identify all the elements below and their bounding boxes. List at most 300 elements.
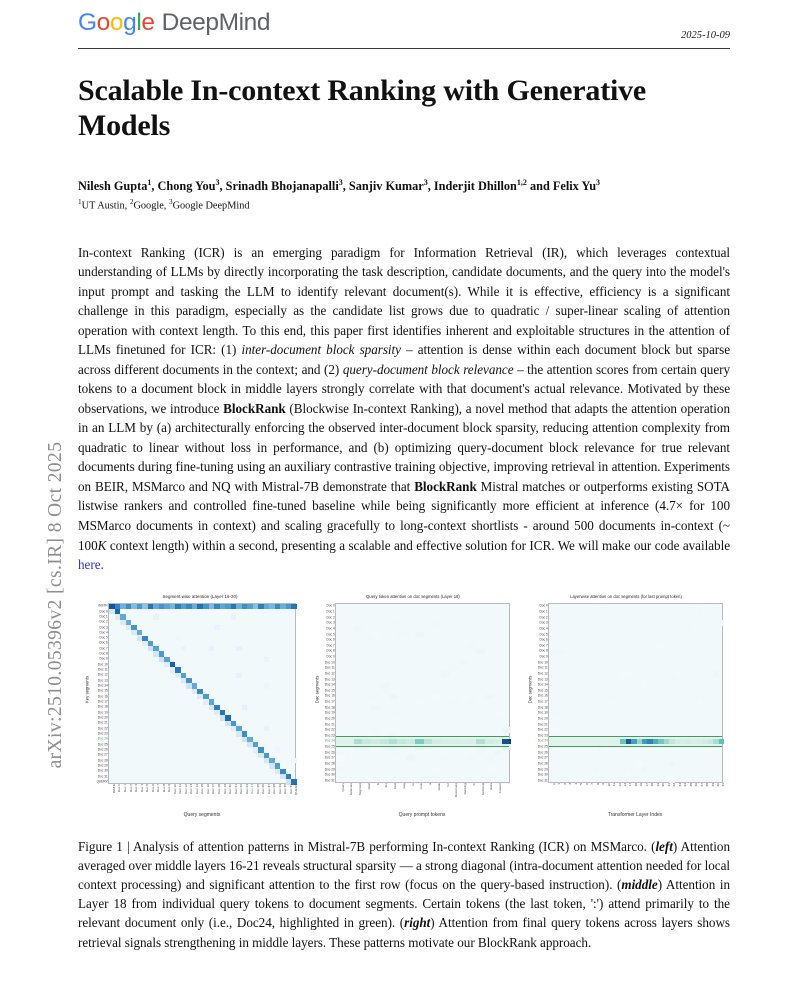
x-axis-tick: Answer <box>498 783 503 794</box>
heatmap-cell <box>264 726 270 731</box>
x-axis-tick: steak <box>436 783 441 791</box>
y-axis-tick: Doc 18 <box>537 705 548 710</box>
y-axis-tick: Doc 19 <box>324 710 335 715</box>
heatmap-cell <box>554 710 559 716</box>
y-axis-tick: Doc 28 <box>97 758 108 763</box>
x-axis-tick: Doc 9 <box>167 784 172 793</box>
x-axis-tick: 8 <box>595 783 600 785</box>
figure-panel-right <box>522 589 730 821</box>
heatmap-cell <box>598 604 603 610</box>
y-axis-tick: Doc 6 <box>539 637 548 642</box>
affiliation-list: $^1$UT Austin, $^2$Google, $^3$Google DeepMind <box>78 196 250 212</box>
y-axis-tick: Doc 24 <box>97 736 108 741</box>
x-axis-tick: Doc 12 <box>183 784 188 794</box>
y-axis-tick: Doc 17 <box>537 699 548 704</box>
y-axis-tick: Doc 13 <box>324 676 335 681</box>
heatmap-cell <box>389 744 398 750</box>
y-axis-tick: Doc 29 <box>324 766 335 771</box>
heatmap-cell <box>615 705 620 711</box>
x-axis-tick: for <box>445 783 450 787</box>
x-axis-tick: 31 <box>721 783 726 787</box>
x-axis-tick: 10 <box>606 783 611 787</box>
x-axis-tick: 4 <box>573 783 578 785</box>
y-axis-tick: Doc 5 <box>99 635 108 640</box>
heatmap-cell <box>336 739 345 745</box>
x-axis-tick: Doc 26 <box>261 784 266 794</box>
y-axis-tick: Doc 16 <box>324 693 335 698</box>
panel-right-xlabel: Transformer Layer Index <box>607 811 663 818</box>
heatmap-cell <box>697 744 702 750</box>
y-axis-tick: Doc 17 <box>97 699 108 704</box>
y-axis-tick: Doc 3 <box>326 620 335 625</box>
y-axis-tick: Doc 25 <box>537 744 548 749</box>
y-axis-tick: Doc 28 <box>537 761 548 766</box>
x-axis-tick: Ranking <box>463 783 468 795</box>
heatmap-cell <box>576 665 581 671</box>
heatmap-cell <box>494 710 503 716</box>
y-axis-tick: Doc 21 <box>324 721 335 726</box>
heatmap-cell <box>631 654 636 660</box>
x-axis-tick: tasks <box>489 783 494 791</box>
page-title: Scalable In-context Ranking with Generative Models <box>78 74 647 143</box>
x-axis-tick: Segment <box>358 783 363 796</box>
heatmap-cell <box>441 671 450 677</box>
y-axis-tick: Doc 3 <box>539 620 548 625</box>
x-axis-tick: 15 <box>633 783 638 787</box>
x-axis-tick: Doc 5 <box>145 784 150 793</box>
heatmap-cell <box>441 637 450 643</box>
y-axis-tick: Doc 1 <box>99 614 108 619</box>
heatmap-cell <box>432 739 441 745</box>
y-axis-tick: Doc 11 <box>537 665 548 670</box>
x-axis-tick: 30 <box>715 783 720 787</box>
y-axis-tick: Doc 14 <box>324 682 335 687</box>
y-axis-tick: Doc 14 <box>97 683 108 688</box>
x-axis-tick: 9 <box>601 783 606 785</box>
figure-1-caption: Figure 1 | Analysis of attention patterns in Mistral-7B performing In-context Ranking (ICR) on MSMarco. (left) Attention averaged over middle layers 16-21 reveals structural sparsity — a strong diagonal (intra-document attention needed for local context processing) and significant attention to the first row (focus on the query-based instruction). (middle) Attention in Layer 18 from individual query tokens to document segments. Certain tokens (the last token, ':') attend primarily to the relevant document only (i.e., Doc24, highlighted in green). (right) Attention from final query tokens across layers shows retrieval signals strengthening in middle layers. These patterns motivate our BlockRank approach. <box>78 838 730 950</box>
x-axis-tick: 22 <box>672 783 677 787</box>
heatmap-cell <box>697 609 702 615</box>
x-axis-tick: Doc 18 <box>217 784 222 794</box>
heatmap-cell <box>406 755 415 761</box>
heatmap-cell <box>626 772 631 778</box>
x-axis-tick: 3 <box>568 783 573 785</box>
heatmap-cell <box>502 727 511 733</box>
x-axis-tick: 20 <box>661 783 666 787</box>
heatmap-cell <box>450 739 459 745</box>
heatmap-cell <box>371 705 380 711</box>
heatmap-cell <box>485 755 494 761</box>
y-axis-tick: Doc 20 <box>324 716 335 721</box>
figure-panel-middle <box>309 589 517 821</box>
panel-middle-ylabel: Doc segments <box>314 675 320 703</box>
heatmap-cell <box>397 710 406 716</box>
heatmap-cell <box>502 744 511 750</box>
y-axis-tick: Doc 26 <box>537 750 548 755</box>
y-axis-tick: Doc 23 <box>97 731 108 736</box>
heatmap-cell <box>441 739 450 745</box>
y-axis-tick: Doc 11 <box>97 667 108 672</box>
header-date: 2025-10-09 <box>681 30 730 41</box>
heatmap-cell <box>476 750 485 756</box>
x-axis-tick: 19 <box>655 783 660 787</box>
y-axis-tick: Doc 26 <box>324 750 335 755</box>
heatmap-cell <box>467 643 476 649</box>
x-axis-tick: 13 <box>623 783 628 787</box>
heatmap-cell <box>494 750 503 756</box>
page-header <box>78 0 730 48</box>
y-axis-tick: Doc 18 <box>324 705 335 710</box>
y-axis-tick: Doc 12 <box>97 672 108 677</box>
panel-right-title: Layerwise attention on doc segments (for last prompt token) <box>570 593 682 599</box>
x-axis-tick: 26 <box>694 783 699 787</box>
x-axis-tick: 16 <box>639 783 644 787</box>
y-axis-tick: Doc 4 <box>99 630 108 635</box>
y-axis-tick: Doc 16 <box>537 693 548 698</box>
x-axis-tick: Doc 4 <box>139 784 144 793</box>
y-axis-tick: Doc 9 <box>99 656 108 661</box>
heatmap-cell <box>441 755 450 761</box>
heatmap-cell <box>415 632 424 638</box>
x-axis-tick: 7 <box>590 783 595 785</box>
heatmap-cell <box>275 747 281 752</box>
panel-left-xlabel: Query segments <box>183 811 221 818</box>
y-axis-tick: Doc 17 <box>324 699 335 704</box>
panel-left-heatmap <box>96 603 299 796</box>
y-axis-tick: Doc 10 <box>537 660 548 665</box>
y-axis-tick: Doc 9 <box>326 654 335 659</box>
y-axis-tick: Doc 5 <box>539 631 548 636</box>
heatmap-cell <box>181 646 187 651</box>
x-axis-tick: Doc 16 <box>205 784 210 794</box>
x-axis-tick: Doc 27 <box>266 784 271 794</box>
heatmap-cell <box>380 688 389 694</box>
heatmap-cell <box>593 767 598 773</box>
y-axis-tick: Doc 26 <box>97 747 108 752</box>
x-axis-tick: the <box>384 783 389 788</box>
x-axis-tick: Doc 7 <box>156 784 161 793</box>
x-axis-tick: Doc 13 <box>189 784 194 794</box>
y-axis-tick: Doc 0 <box>539 603 548 608</box>
x-axis-tick: Doc 1 <box>123 784 128 793</box>
x-axis-tick: 0 <box>551 783 556 785</box>
y-axis-tick: Doc 1 <box>326 609 335 614</box>
heatmap-cell <box>642 767 647 773</box>
x-axis-tick: 18 <box>650 783 655 787</box>
y-axis-tick: Doc 15 <box>324 688 335 693</box>
heatmap-cell <box>264 657 270 662</box>
heatmap-cell <box>380 744 389 750</box>
y-axis-tick: Doc 22 <box>537 727 548 732</box>
x-axis-tick: Doc 11 <box>178 784 183 794</box>
y-axis-tick: Doc 7 <box>99 646 108 651</box>
heatmap-cell <box>686 626 691 632</box>
heatmap-cell <box>280 609 286 614</box>
x-axis-tick: Doc 21 <box>233 784 238 794</box>
deepmind-wordmark: DeepMind <box>161 9 271 36</box>
heatmap-cell <box>432 767 441 773</box>
y-axis-tick: Doc 20 <box>537 716 548 721</box>
heatmap-cell <box>354 744 363 750</box>
x-axis-tick: 12 <box>617 783 622 787</box>
y-axis-tick: Doc 7 <box>326 643 335 648</box>
y-axis-tick: Doc 19 <box>537 710 548 715</box>
heatmap-cell <box>415 699 424 705</box>
heatmap-cell <box>336 755 345 761</box>
heatmap-cell <box>560 649 565 655</box>
y-axis-tick: Doc 31 <box>537 778 548 783</box>
y-axis-tick: Doc 5 <box>326 631 335 636</box>
google-wordmark: Google <box>78 9 155 36</box>
y-axis-tick: Doc 9 <box>539 654 548 659</box>
x-axis-tick: Doc 28 <box>272 784 277 794</box>
y-axis-tick: Doc 30 <box>97 768 108 773</box>
panel-middle-title: Query token attention on doc segments (Layer 18) <box>366 593 460 599</box>
y-axis-tick: Doc 0 <box>326 603 335 608</box>
heatmap-cell <box>609 694 614 700</box>
y-axis-tick: Doc 0 <box>99 608 108 613</box>
x-axis-tick: 27 <box>699 783 704 787</box>
y-axis-tick: Doc 16 <box>97 694 108 699</box>
x-axis-tick: 21 <box>666 783 671 787</box>
y-axis-tick: Doc 6 <box>99 640 108 645</box>
y-axis-tick: Doc 31 <box>97 773 108 778</box>
heatmap-cell <box>494 739 503 745</box>
x-axis-tick: QUERY <box>294 784 299 796</box>
heatmap-cell <box>719 739 724 745</box>
y-axis-tick: Doc 15 <box>97 688 108 693</box>
x-axis-tick: 25 <box>688 783 693 787</box>
heatmap-cell <box>264 683 270 688</box>
y-axis-tick: Doc 8 <box>99 651 108 656</box>
figure-1 <box>78 589 730 821</box>
arxiv-stamp: arXiv:2510.05396v2 [cs.IR] 8 Oct 2025 <box>45 441 66 769</box>
figure-panel-left <box>78 589 304 821</box>
heatmap-cell <box>397 632 406 638</box>
heatmap-cell <box>214 625 220 630</box>
y-axis-tick: Doc 2 <box>99 619 108 624</box>
x-axis-tick: what <box>366 783 371 790</box>
heatmap-cell <box>424 744 433 750</box>
y-axis-tick: Doc 7 <box>539 643 548 648</box>
x-axis-tick: 5 <box>579 783 584 785</box>
y-axis-tick: Doc 23 <box>324 733 335 738</box>
heatmap-cell <box>658 626 663 632</box>
heatmap-cell <box>626 671 631 677</box>
panel-middle-heatmap <box>324 603 511 798</box>
y-axis-tick: Doc 24 <box>324 738 335 743</box>
x-axis-tick: 6 <box>584 783 589 785</box>
x-axis-tick: Doc 29 <box>277 784 282 794</box>
heatmap-cell <box>697 699 702 705</box>
heatmap-cell <box>371 632 380 638</box>
x-axis-tick: Doc 22 <box>239 784 244 794</box>
heatmap-cell <box>467 727 476 733</box>
x-axis-tick: 2 <box>562 783 567 785</box>
heatmap-cell <box>719 620 724 626</box>
x-axis-tick: Doc 25 <box>255 784 260 794</box>
x-axis-tick: Doc 19 <box>222 784 227 794</box>
heatmap-cell <box>415 744 424 750</box>
heatmap-cell <box>485 694 494 700</box>
y-axis-tick: Doc 15 <box>537 688 548 693</box>
y-axis-tick: Doc 3 <box>99 624 108 629</box>
x-axis-tick: 24 <box>683 783 688 787</box>
y-axis-tick: Doc 23 <box>537 733 548 738</box>
heatmap-cell <box>554 727 559 733</box>
heatmap-cell <box>406 744 415 750</box>
y-axis-tick: Doc 18 <box>97 704 108 709</box>
x-axis-tick: 11 <box>612 783 617 787</box>
y-axis-tick: Doc 13 <box>97 678 108 683</box>
y-axis-tick: Doc 8 <box>326 648 335 653</box>
heatmap-cell <box>345 604 354 610</box>
heatmap-cell <box>549 772 554 778</box>
y-axis-tick: Doc 21 <box>537 721 548 726</box>
heatmap-cell <box>450 699 459 705</box>
x-axis-tick: way <box>401 783 406 789</box>
x-axis-tick: 17 <box>644 783 649 787</box>
y-axis-tick: Doc 22 <box>324 727 335 732</box>
heatmap-cell <box>336 767 345 773</box>
y-axis-tick: Doc 2 <box>326 615 335 620</box>
heatmap-cell <box>236 673 242 678</box>
panel-left-title: Segment wise attention (Layer 16-20) <box>162 593 238 599</box>
y-axis-tick: Doc 13 <box>537 676 548 681</box>
y-axis-tick: Doc 27 <box>97 752 108 757</box>
y-axis-tick: Doc 22 <box>97 726 108 731</box>
x-axis-tick: cook <box>419 783 424 790</box>
heatmap-cell <box>242 721 248 726</box>
heatmap-cell <box>175 636 181 641</box>
x-axis-tick: 29 <box>710 783 715 787</box>
y-axis-tick: Doc 27 <box>537 755 548 760</box>
x-axis-tick: in <box>471 783 476 786</box>
x-axis-tick: Doc 10 <box>172 784 177 794</box>
y-axis-tick: Doc 29 <box>97 763 108 768</box>
x-axis-tick: : <box>506 783 511 785</box>
x-axis-tick: Doc 0 <box>117 784 122 793</box>
panel-right-ylabel: Doc segments <box>527 675 533 703</box>
heatmap-cell <box>291 604 297 609</box>
panel-left-ylabel: Key segments <box>84 675 90 703</box>
x-axis-tick: 28 <box>705 783 710 787</box>
y-axis-tick: Doc 27 <box>324 755 335 760</box>
heatmap-cell <box>345 739 354 745</box>
y-axis-tick: Doc 20 <box>97 715 108 720</box>
heatmap-cell <box>459 660 468 666</box>
heatmap-cell <box>485 744 494 750</box>
heatmap-cell <box>231 614 237 619</box>
heatmap-cell <box>371 694 380 700</box>
x-axis-tick: Doc 30 <box>283 784 288 794</box>
y-axis-tick: Doc 2 <box>539 615 548 620</box>
x-axis-tick: best <box>393 783 398 790</box>
x-axis-tick: Doc 8 <box>161 784 166 793</box>
heatmap-cell <box>713 671 718 677</box>
x-axis-tick: Doc 31 <box>288 784 293 794</box>
heatmap-cell <box>389 750 398 756</box>
y-axis-tick: Doc 11 <box>324 665 335 670</box>
heatmap-cell <box>642 682 647 688</box>
paper-page <box>78 0 730 1000</box>
heatmap-cell <box>389 710 398 716</box>
panel-middle-xlabel: Query prompt tokens <box>398 811 446 818</box>
x-axis-tick: Doc 20 <box>228 784 233 794</box>
x-axis-tick: 23 <box>677 783 682 787</box>
heatmap-cell <box>459 739 468 745</box>
y-axis-tick: Doc 30 <box>324 772 335 777</box>
x-axis-tick: 14 <box>628 783 633 787</box>
y-axis-tick: Doc 19 <box>97 710 108 715</box>
heatmap-cell <box>598 744 603 750</box>
google-deepmind-logo <box>78 11 270 36</box>
heatmap-cell <box>467 739 476 745</box>
y-axis-tick: Doc 31 <box>324 778 335 783</box>
x-axis-tick: a <box>428 783 433 785</box>
heatmap-cell <box>371 739 380 745</box>
heatmap-cell <box>658 643 663 649</box>
heatmap-cell <box>467 755 476 761</box>
heatmap-cell <box>291 758 297 763</box>
heatmap-cell <box>397 744 406 750</box>
panel-right-heatmap <box>537 603 726 787</box>
heatmap-cell <box>476 744 485 750</box>
y-axis-tick: Doc 21 <box>97 720 108 725</box>
x-axis-tick: Doc 3 <box>134 784 139 793</box>
y-axis-tick: Doc 10 <box>97 662 108 667</box>
x-axis-tick: Doc 14 <box>194 784 199 794</box>
heatmap-cell <box>153 614 159 619</box>
heatmap-cell <box>432 694 441 700</box>
heatmap-cell <box>485 739 494 745</box>
heatmap-cell <box>362 744 371 750</box>
heatmap-cell <box>467 699 476 705</box>
heatmap-cell <box>432 620 441 626</box>
x-axis-tick: Doc 2 <box>128 784 133 793</box>
y-axis-tick: Doc 29 <box>537 766 548 771</box>
heatmap-cell <box>389 620 398 626</box>
x-axis-tick: Doc 23 <box>244 784 249 794</box>
heatmap-cell <box>209 646 215 651</box>
x-axis-tick: Doc 24 <box>250 784 255 794</box>
x-axis-tick: is <box>375 783 380 786</box>
x-axis-tick: to <box>410 783 415 786</box>
y-axis-tick: Doc 25 <box>324 744 335 749</box>
y-axis-tick: QUERY <box>96 779 108 784</box>
heatmap-cell <box>485 767 494 773</box>
y-axis-tick: Doc 25 <box>97 742 108 747</box>
abstract-text: In-context Ranking (ICR) is an emerging paradigm for Information Retrieval (IR), which leverages contextual understanding of LLMs by directly incorporating the task description, candidate documents, and the query into the model's input prompt and tasking the LLM to identify relevant document(s). While it is effective, efficiency is a significant challenge in this paradigm, especially as the candidate list grows due to quadratic / super-linear scaling of attention operation with context length. To this end, this paper first identifies inherent and exploitable structures in the attention of LLMs finetuned for ICR: (1) inter-document block sparsity – attention is dense within each document block but sparse across different documents in the context; and (2) query-document block relevance – the attention scores from certain query tokens to a document block in middle layers strongly correlate with that document's actual relevance. Motivated by these observations, we introduce BlockRank (Blockwise In-context Ranking), a novel method that adapts the attention operation in an LLM by (a) architecturally enforcing the observed inter-document block sparsity, reducing attention complexity from quadratic to linear without loss in performance, and (b) optimizing query-document block relevance for true relevant documents during fine-tuning using an auxiliary contrastive training objective, improving retrieval in attention. Experiments on BEIR, MSMarco and NQ with Mistral-7B demonstrate that BlockRank Mistral matches or outperforms existing SOTA listwise rankers and controlled fine-tuned baseline while being significantly more efficient at inference (4.7× for 100 MSMarco documents in context) and scaling gracefully to long-context shortlists - around 500 documents in-context (~ 100K context length) within a second, presenting a scalable and effective solution for ICR. We will make our code available here. <box>78 244 731 573</box>
heatmap-cell <box>242 705 248 710</box>
heatmap-cell <box>675 671 680 677</box>
heatmap-cell <box>669 761 674 767</box>
y-axis-tick: Doc 10 <box>324 660 335 665</box>
x-axis-tick: INSTR <box>111 784 116 794</box>
y-axis-tick: Doc 4 <box>539 626 548 631</box>
header-rule <box>78 48 730 49</box>
x-axis-tick: Document <box>454 783 459 798</box>
heatmap-cell <box>494 604 503 610</box>
x-axis-tick: Doc 15 <box>200 784 205 794</box>
x-axis-tick: Doc 17 <box>211 784 216 794</box>
y-axis-tick: Doc 1 <box>539 609 548 614</box>
x-axis-tick: Relevant <box>349 783 354 796</box>
x-axis-tick: Doc 6 <box>150 784 155 793</box>
heatmap-cell <box>236 646 242 651</box>
heatmap-cell <box>713 604 718 610</box>
heatmap-cell <box>476 649 485 655</box>
